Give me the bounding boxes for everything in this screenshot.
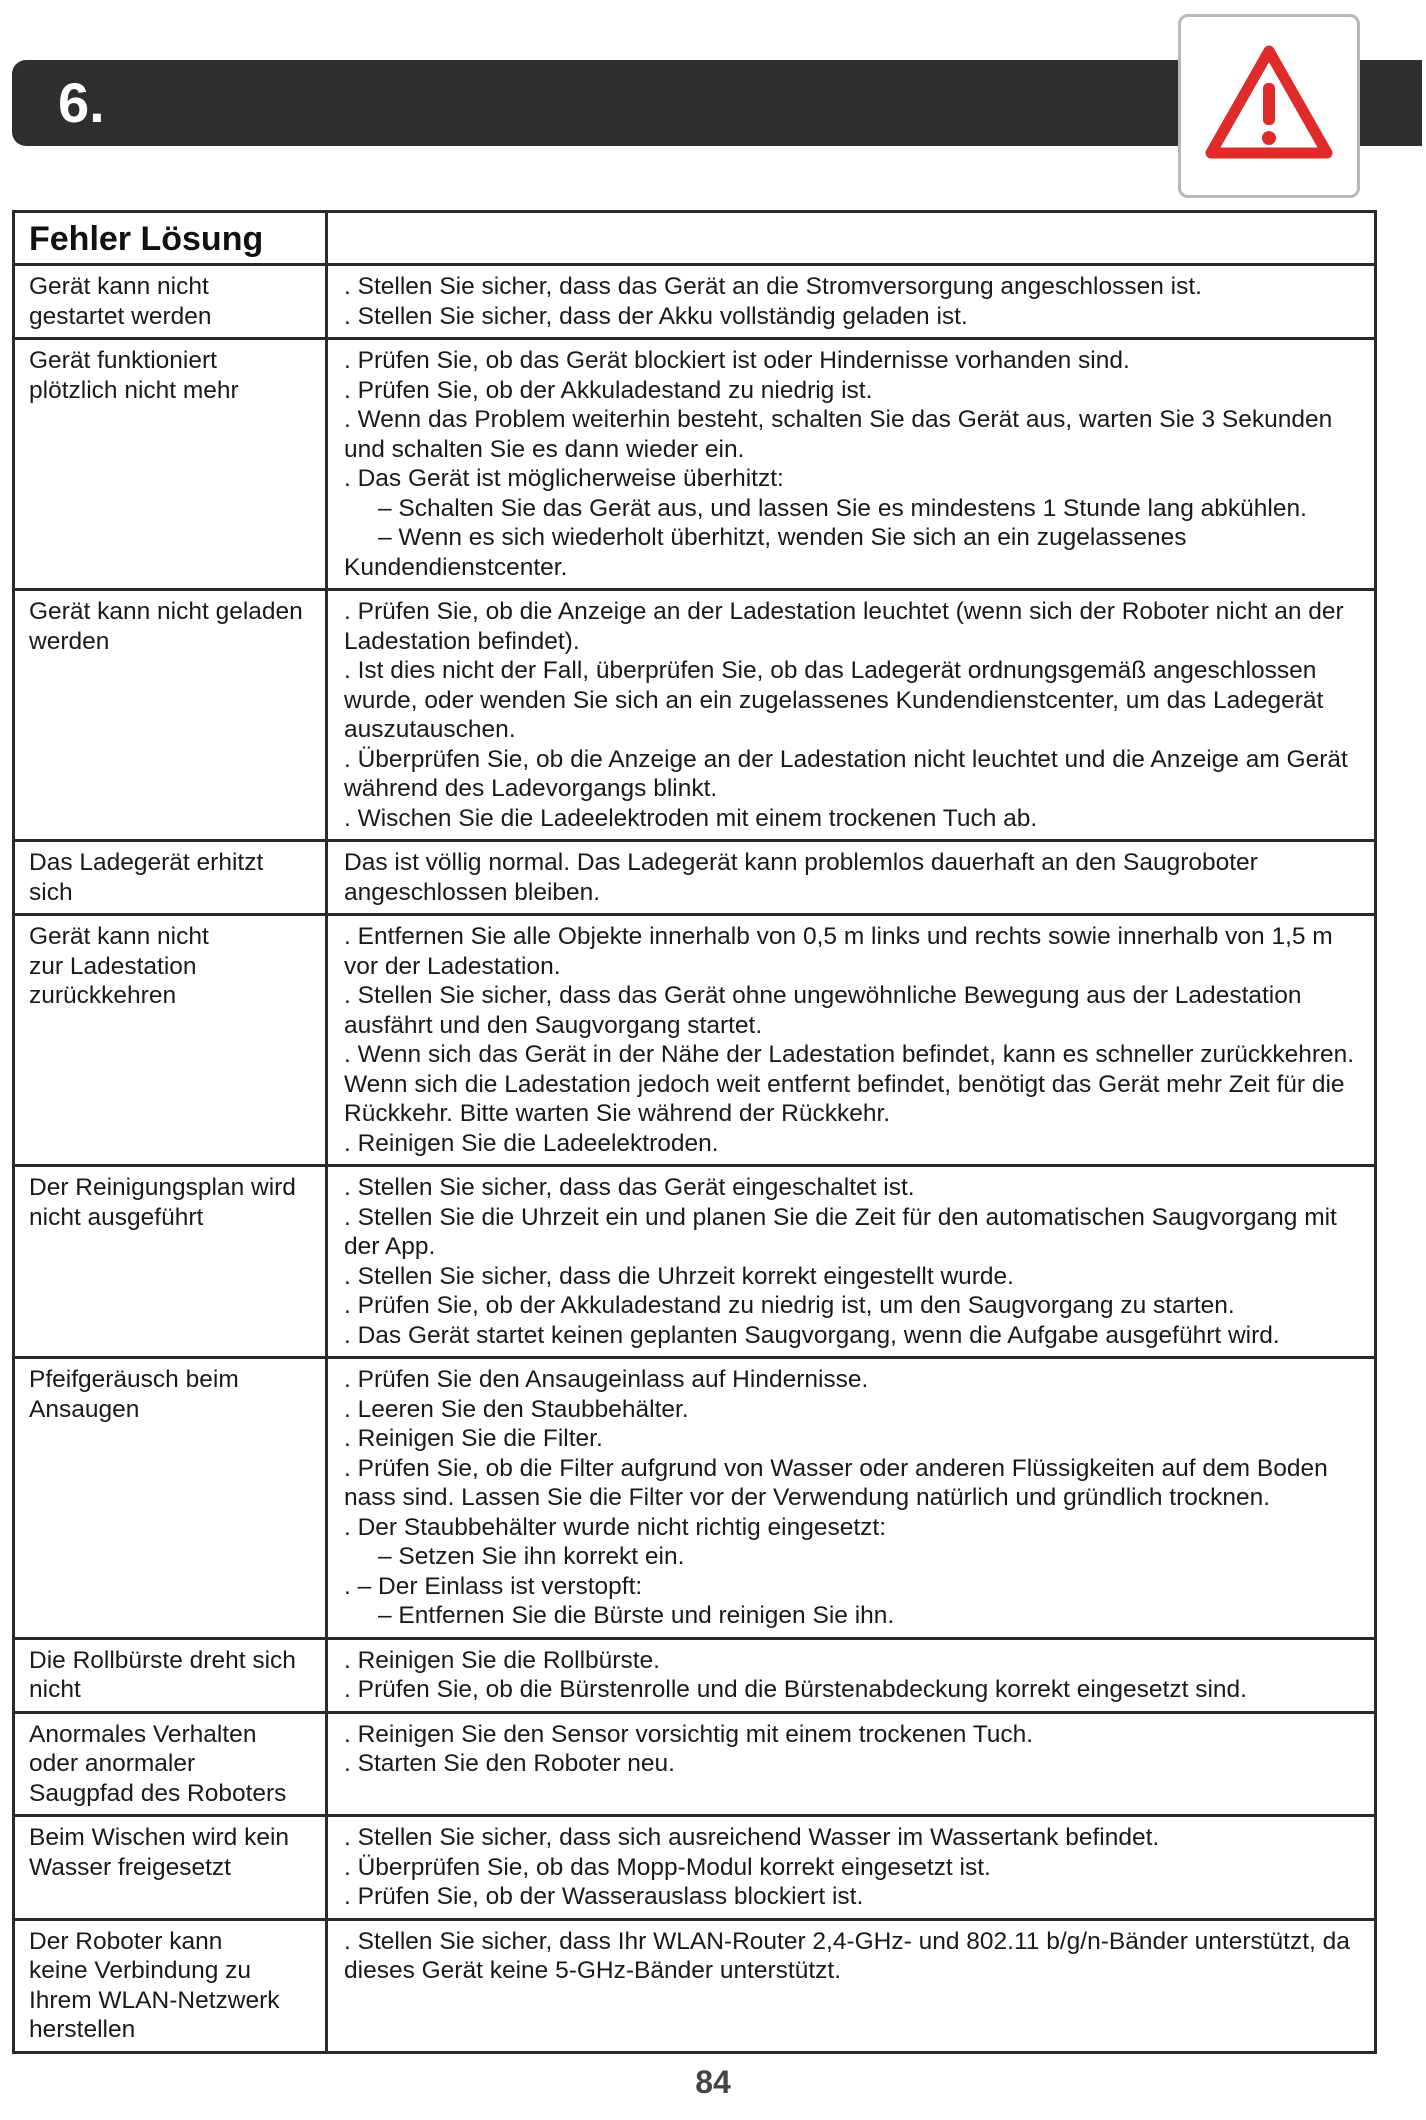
error-text: Wasser freigesetzt: [29, 1853, 231, 1881]
error-text: keine Verbindung zu: [29, 1957, 252, 1984]
solution-item: Kundendienstcenter.: [344, 553, 568, 581]
table-header-row: [14, 212, 1376, 265]
table-row: [14, 915, 1376, 1166]
solution-item: . Prüfen Sie den Ansaugeinlass auf Hindernisse.: [344, 1366, 869, 1393]
solution-item: . Wenn das Problem weiterhin besteht, schalten Sie das Gerät aus, warten Sie 3 Sekunden und schalten Sie es dann wieder ein.: [344, 406, 1333, 463]
solution-item: . Prüfen Sie, ob der Akkuladestand zu niedrig ist.: [344, 376, 873, 404]
solution-item: . Stellen Sie sicher, dass der Akku vollständig geladen ist.: [344, 302, 968, 330]
error-text: Pfeifgeräusch beim: [29, 1366, 239, 1393]
error-text: gestartet werden: [29, 302, 212, 330]
error-cell: [14, 1358, 327, 1639]
solution-item: . Stellen Sie sicher, dass die Uhrzeit korrekt eingestellt wurde.: [344, 1262, 1014, 1290]
table-row: [14, 590, 1376, 841]
warning-triangle-icon: [1203, 43, 1335, 163]
troubleshooting-table-wrapper: [12, 210, 1374, 2054]
solution-item: . Starten Sie den Roboter neu.: [344, 1750, 675, 1777]
solution-item: . Stellen Sie sicher, dass das Gerät ohne ungewöhnliche Bewegung aus der Ladestation ausfährt und den Saugvorgang startet.: [344, 982, 1302, 1039]
solution-item: . Stellen Sie sicher, dass das Gerät an die Stromversorgung angeschlossen ist.: [344, 273, 1202, 300]
table-row: [14, 1712, 1376, 1816]
solution-item: . Stellen Sie sicher, dass Ihr WLAN-Router 2,4-GHz- und 802.11 b/g/n-Bänder unterstützt, da dieses Gerät keine 5-GHz-Bänder unterstützt.: [344, 1927, 1350, 1984]
solution-cell: [327, 1712, 1376, 1816]
solution-item: . Wischen Sie die Ladeelektroden mit einem trockenen Tuch ab.: [344, 804, 1038, 832]
error-text: Gerät kann nicht: [29, 923, 209, 950]
error-text: Gerät kann nicht: [29, 273, 209, 300]
column-header-error: Fehler Lösung: [14, 212, 327, 265]
table-row: [14, 1816, 1376, 1920]
section-number: 6.: [58, 71, 105, 134]
table-row: [14, 1358, 1376, 1639]
solution-item: . Überprüfen Sie, ob die Anzeige an der Ladestation nicht leuchtet und die Anzeige am Gerät während des Ladevorgangs blinkt.: [344, 745, 1348, 802]
solution-item: . Ist dies nicht der Fall, überprüfen Sie, ob das Ladegerät ordnungsgemäß angeschlossen wurde, oder wenden Sie sich an ein zugelassenes Kundendienstcenter, um das Ladegerät auszutauschen.: [344, 657, 1324, 743]
table-body: [14, 265, 1376, 2053]
page-number: 84: [695, 2064, 731, 2100]
solution-subitem: – Setzen Sie ihn korrekt ein.: [378, 1543, 685, 1570]
troubleshooting-table: [12, 210, 1377, 2054]
error-cell: [14, 1712, 327, 1816]
solution-cell: [327, 1816, 1376, 1920]
solution-item: . Reinigen Sie den Sensor vorsichtig mit einem trockenen Tuch.: [344, 1720, 1034, 1748]
error-text: Ansaugen: [29, 1395, 140, 1423]
error-text: Das Ladegerät erhitzt: [29, 849, 264, 876]
error-cell: [14, 339, 327, 590]
solution-item: . Wenn sich das Gerät in der Nähe der Ladestation befindet, kann es schneller zurückkehren. Wenn sich die Ladestation jedoch weit entfernt befindet, benötigt das Gerät mehr Zeit für die Rückkehr. Bitte warten Sie während der Rückkehr.: [344, 1041, 1355, 1127]
error-text: Der Roboter kann: [29, 1927, 223, 1955]
error-cell: [14, 1638, 327, 1712]
solution-item: . Überprüfen Sie, ob das Mopp-Modul korrekt eingesetzt ist.: [344, 1853, 991, 1881]
error-text: nicht ausgeführt: [29, 1203, 204, 1231]
solution-item: . Prüfen Sie, ob der Wasserauslass blockiert ist.: [344, 1883, 864, 1910]
error-cell: [14, 1166, 327, 1358]
solution-cell: [327, 841, 1376, 915]
solution-item: . Das Gerät startet keinen geplanten Saugvorgang, wenn die Aufgabe ausgeführt wird.: [344, 1321, 1280, 1349]
error-text: herstellen: [29, 2016, 136, 2043]
solution-item: . Reinigen Sie die Rollbürste.: [344, 1646, 660, 1674]
solution-item: . Stellen Sie die Uhrzeit ein und planen Sie die Zeit für den automatischen Saugvorgang mit der App.: [344, 1203, 1337, 1260]
table-row: [14, 1166, 1376, 1358]
error-text: werden: [29, 627, 110, 655]
error-cell: [14, 841, 327, 915]
error-text: nicht: [29, 1676, 81, 1703]
error-text: Gerät funktioniert: [29, 347, 217, 374]
solution-cell: [327, 1919, 1376, 2052]
solution-item: . Reinigen Sie die Filter.: [344, 1425, 603, 1452]
solution-item: . Prüfen Sie, ob das Gerät blockiert ist oder Hindernisse vorhanden sind.: [344, 347, 1130, 374]
solution-item: . Leeren Sie den Staubbehälter.: [344, 1395, 689, 1423]
solution-item: . – Der Einlass ist verstopft:: [344, 1572, 643, 1600]
error-text: Ihrem WLAN-Netzwerk: [29, 1986, 280, 2014]
solution-item: . Stellen Sie sicher, dass sich ausreichend Wasser im Wassertank befindet.: [344, 1824, 1160, 1851]
error-text: Beim Wischen wird kein: [29, 1824, 290, 1851]
error-cell: [14, 1816, 327, 1920]
error-text: plötzlich nicht mehr: [29, 376, 239, 404]
error-cell: [14, 1919, 327, 2052]
solution-subitem: – Entfernen Sie die Bürste und reinigen Sie ihn.: [378, 1602, 895, 1629]
solution-item: Das ist völlig normal. Das Ladegerät kann problemlos dauerhaft an den Saugroboter angeschlossen bleiben.: [344, 849, 1258, 906]
error-text: zurückkehren: [29, 982, 177, 1009]
error-text: Gerät kann nicht geladen: [29, 598, 303, 625]
solution-item: . Prüfen Sie, ob die Filter aufgrund von Wasser oder anderen Flüssigkeiten auf dem Boden nass sind. Lassen Sie die Filter vor der Verwendung natürlich und gründlich trocknen.: [344, 1454, 1328, 1511]
column-header-solution: [327, 212, 1376, 265]
error-cell: [14, 590, 327, 841]
error-text: Anormales Verhalten: [29, 1720, 257, 1748]
error-cell: [14, 915, 327, 1166]
solution-item: . Prüfen Sie, ob die Bürstenrolle und die Bürstenabdeckung korrekt eingesetzt sind.: [344, 1676, 1247, 1703]
solution-item: . Das Gerät ist möglicherweise überhitzt:: [344, 465, 784, 492]
table-row: [14, 265, 1376, 339]
error-text: zur Ladestation: [29, 952, 197, 980]
solution-item: . Prüfen Sie, ob die Anzeige an der Ladestation leuchtet (wenn sich der Roboter nicht an der Ladestation befindet).: [344, 598, 1344, 655]
table-row: [14, 1919, 1376, 2052]
table-row: [14, 841, 1376, 915]
table-row: [14, 1638, 1376, 1712]
solution-subitem: – Schalten Sie das Gerät aus, und lassen Sie es mindestens 1 Stunde lang abkühlen.: [378, 494, 1307, 522]
solution-cell: [327, 1166, 1376, 1358]
solution-item: . Der Staubbehälter wurde nicht richtig eingesetzt:: [344, 1513, 887, 1541]
error-cell: [14, 265, 327, 339]
solution-subitem: – Wenn es sich wiederholt überhitzt, wenden Sie sich an ein zugelassenes: [378, 524, 1187, 551]
table-row: [14, 339, 1376, 590]
error-text: sich: [29, 878, 73, 906]
error-text: Der Reinigungsplan wird: [29, 1174, 296, 1201]
solution-item: . Entfernen Sie alle Objekte innerhalb von 0,5 m links und rechts sowie innerhalb von 1,5 m vor der Ladestation.: [344, 923, 1333, 980]
solution-cell: [327, 339, 1376, 590]
solution-item: . Reinigen Sie die Ladeelektroden.: [344, 1129, 719, 1157]
solution-cell: [327, 590, 1376, 841]
solution-item: . Stellen Sie sicher, dass das Gerät eingeschaltet ist.: [344, 1174, 915, 1201]
solution-item: . Prüfen Sie, ob der Akkuladestand zu niedrig ist, um den Saugvorgang zu starten.: [344, 1292, 1235, 1319]
error-text: oder anormaler: [29, 1750, 196, 1777]
error-text: Saugpfad des Roboters: [29, 1779, 287, 1807]
solution-cell: [327, 1638, 1376, 1712]
solution-cell: [327, 915, 1376, 1166]
warning-sign: [1178, 14, 1360, 198]
solution-cell: [327, 265, 1376, 339]
error-text: Die Rollbürste dreht sich: [29, 1646, 296, 1674]
solution-cell: [327, 1358, 1376, 1639]
